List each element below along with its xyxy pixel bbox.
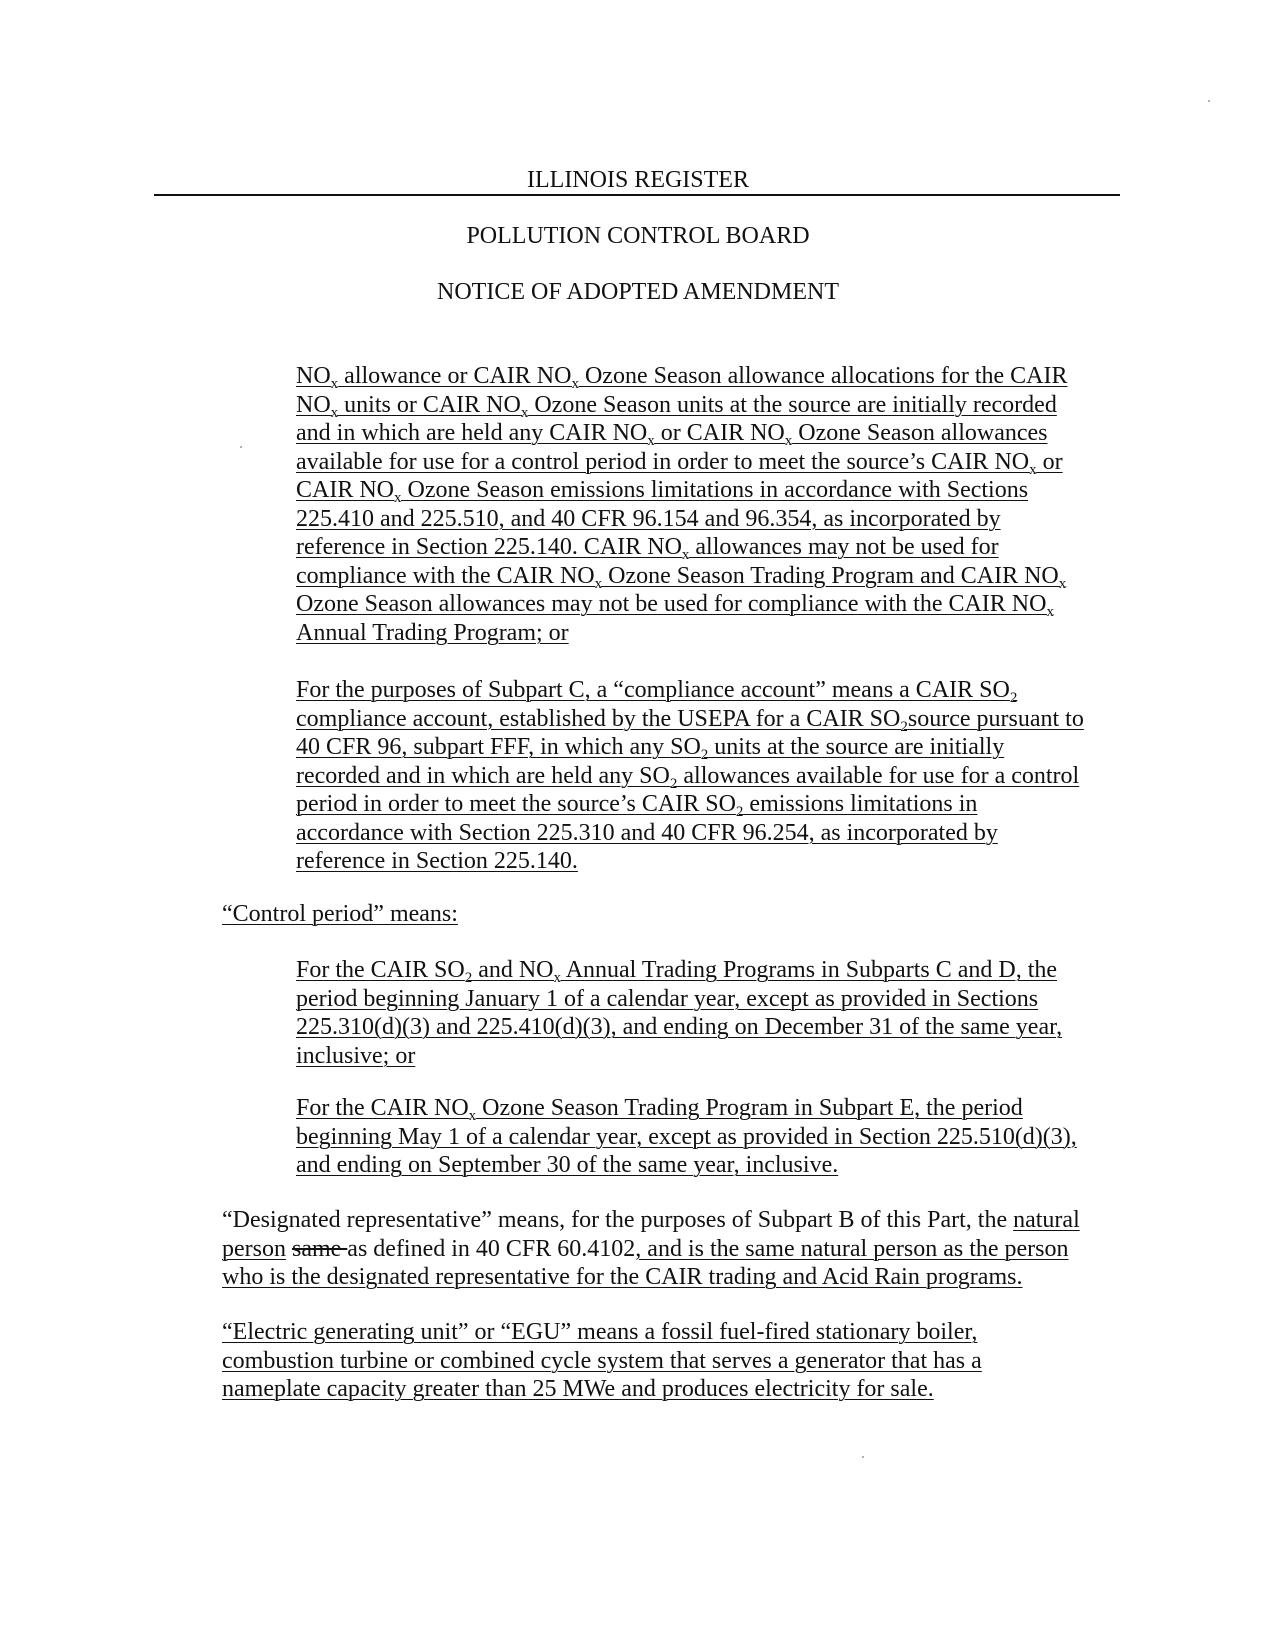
board-title: POLLUTION CONTROL BOARD [466,223,810,249]
text-line: 225.310(d)(3) and 225.410(d)(3), and ending on December 31 of the same year, [296,1014,1063,1040]
text-line: 40 CFR 96, subpart FFF, in which any $SO_2$ units at the source are initially [296,734,1005,763]
text-line: CAIR $NO_x$ Ozone Season emissions limitations in accordance with Sections [296,477,1029,506]
text-line: period in order to meet the source’s CAIR $SO_2$ emissions limitations in [296,791,978,820]
control-period-annual-paragraph [296,956,1062,1070]
header-rule [154,194,1120,196]
text-line: For the CAIR $NO_x$ Ozone Season Trading Program in Subpart E, the period [296,1095,1023,1124]
register-title: ILLINOIS REGISTER [527,167,749,193]
deleted-text: same [291,1235,348,1262]
text-line: accordance with Section 225.310 and 40 CFR 96.254, as incorporated by [296,819,998,846]
text-line: For the purposes of Subpart C, a “compliance account” means a CAIR $SO_2$ [296,677,1018,706]
control-period-ozone-paragraph [296,1094,1077,1180]
text-line: Ozone Season allowances may not be used for compliance with the CAIR $NO_x$ [296,591,1054,620]
text-line: $NO_x$ units or CAIR $NO_x$ Ozone Season units at the source are initially recorded [296,391,1057,421]
egu-definition [222,1318,982,1404]
text-line: reference in Section 225.140. [296,848,578,874]
text-line: 225.410 and 225.510, and 40 CFR 96.154 and 96.354, as incorporated by [296,505,1001,532]
text-line: combustion turbine or combined cycle system that serves a generator that has a [222,1347,982,1374]
scan-speck [1208,100,1210,102]
text-line: period beginning January 1 of a calendar year, except as provided in Sections [296,985,1039,1012]
definition-term: “Control period” means: [222,901,458,927]
text-line: compliance with the CAIR $NO_x$ Ozone Season Trading Program and CAIR $NO_x$ [296,562,1067,592]
designated-representative-definition [222,1206,1080,1292]
text-line: “Electric generating unit” or “EGU” means a fossil fuel-fired stationary boiler, [222,1319,978,1345]
text-line: available for use for a control period in order to meet the source’s CAIR $NO_x$ or [296,448,1063,478]
text-line: recorded and in which are held any $SO_2$ allowances available for use for a control [296,762,1080,792]
text-line: who is the designated representative for the CAIR trading and Acid Rain programs. [222,1264,1023,1290]
text-line: “Designated representative” means, for the purposes of Subpart B of this Part, the natural [222,1207,1080,1233]
scan-speck [240,446,242,448]
text-line: $NO_x$ allowance or CAIR $NO_x$ Ozone Season allowance allocations for the CAIR [296,363,1068,392]
so2-compliance-account-paragraph [296,676,1084,876]
text-line: Annual Trading Program; or [296,619,569,646]
text-line: compliance account, established by the USEPA for a CAIR $SO_2source$ pursuant to [296,705,1084,735]
notice-title: NOTICE OF ADOPTED AMENDMENT [437,279,839,305]
text-line: inclusive; or [296,1042,416,1069]
text-line: reference in Section 225.140. CAIR $NO_x$ allowances may not be used for [296,534,999,563]
text-line: and in which are held any CAIR $NO_x$ or CAIR $NO_x$ Ozone Season allowances [296,420,1048,449]
text-line: nameplate capacity greater than 25 MWe and produces electricity for sale. [222,1376,934,1402]
nox-compliance-account-paragraph [296,362,1067,647]
text-line: person same as defined in 40 CFR 60.4102, and is the same natural person as the person [222,1235,1069,1262]
text-line: beginning May 1 of a calendar year, except as provided in Section 225.510(d)(3), [296,1123,1077,1150]
text-line: and ending on September 30 of the same year, inclusive. [296,1152,839,1178]
text-line: For the CAIR $SO_2$ and $NO_x$ Annual Trading Programs in Subparts C and D, the [296,957,1058,986]
control-period-definition [222,900,458,929]
scan-speck [862,1456,864,1458]
